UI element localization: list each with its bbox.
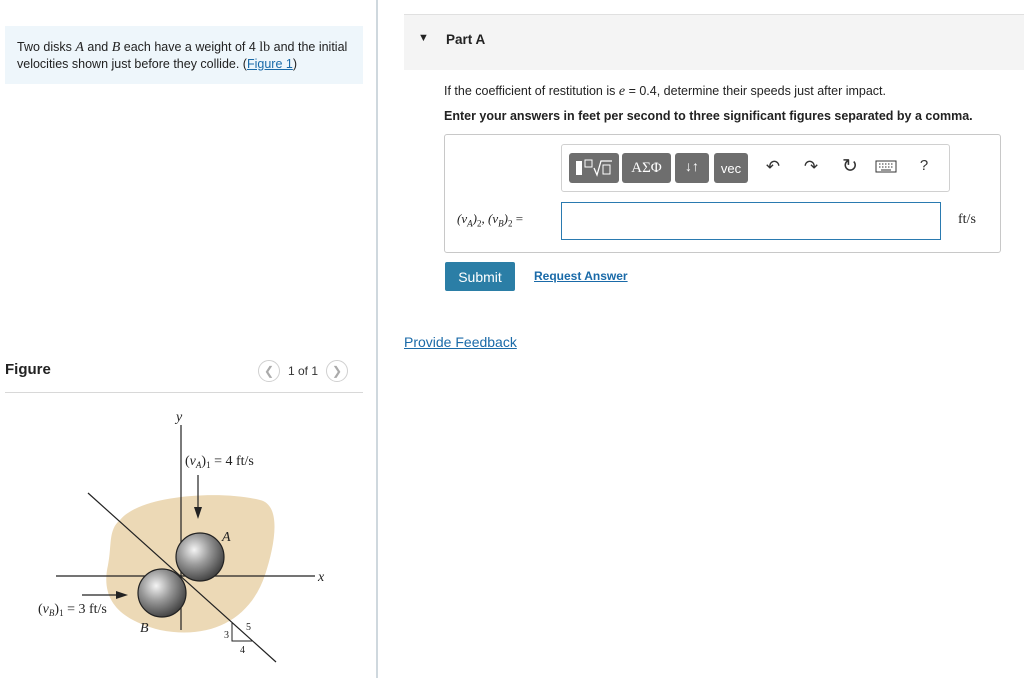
unit-label: ft/s xyxy=(958,212,976,227)
unit-lb: lb xyxy=(259,40,271,55)
question-text xyxy=(444,84,886,100)
vb-label: $(v_B)_1 = 3$ ft/s xyxy=(38,602,107,618)
figure-pager xyxy=(258,360,348,382)
chevron-left-icon[interactable]: ❮ xyxy=(258,360,280,382)
problem-statement xyxy=(5,26,363,84)
y-axis-label: y xyxy=(176,410,183,425)
pager-text: 1 of 1 xyxy=(288,364,319,378)
undo-icon[interactable]: ↶ xyxy=(765,157,781,176)
problem-text: each have a weight of 4 xyxy=(120,40,260,54)
templates-glyph xyxy=(574,158,614,178)
part-header[interactable] xyxy=(404,14,1024,70)
disk-a xyxy=(176,533,224,581)
reset-icon[interactable]: ↻ xyxy=(842,156,858,177)
problem-text: ) xyxy=(292,57,298,71)
disk-b-symbol: B xyxy=(111,40,121,55)
redo-icon[interactable]: ↷ xyxy=(803,157,819,176)
keyboard-icon[interactable] xyxy=(874,158,898,179)
keyboard-glyph xyxy=(875,158,897,174)
question-part: If the coefficient of restitution is xyxy=(444,84,619,98)
collision-figure xyxy=(20,405,350,670)
greek-letters-button[interactable]: ΑΣΦ xyxy=(622,153,671,183)
column-divider xyxy=(376,0,378,678)
slope-label-4: 4 xyxy=(240,645,245,656)
disk-a-symbol: A xyxy=(75,40,84,55)
problem-text: and xyxy=(83,40,112,54)
answer-input[interactable] xyxy=(561,202,941,240)
question-part: = 0.4, determine their speeds just after impact. xyxy=(625,84,886,98)
provide-feedback-link[interactable]: Provide Feedback xyxy=(404,334,517,350)
templates-icon[interactable] xyxy=(569,153,619,183)
submit-button[interactable]: Submit xyxy=(445,262,515,291)
math-toolbar xyxy=(561,144,950,192)
disk-b-label: B xyxy=(140,621,149,636)
help-button[interactable]: ? xyxy=(919,157,929,174)
slope-label-5: 5 xyxy=(246,622,251,633)
figure-header xyxy=(5,355,363,393)
x-axis-label: x xyxy=(318,570,325,585)
va-label: $(v_A)_1 = 4$ ft/s xyxy=(185,454,254,470)
vector-button[interactable]: vec xyxy=(714,153,748,183)
disk-b xyxy=(138,569,186,617)
figure-title: Figure xyxy=(5,361,51,378)
subscript-superscript-button[interactable]: ↓↑ xyxy=(675,153,709,183)
request-answer-link[interactable]: Request Answer xyxy=(534,269,628,283)
figure-link[interactable]: Figure 1 xyxy=(246,57,293,71)
left-column xyxy=(0,0,376,678)
chevron-right-icon[interactable]: ❯ xyxy=(326,360,348,382)
answer-box xyxy=(444,134,1001,253)
disk-a-label: A xyxy=(222,530,231,545)
instruction-text: Enter your answers in feet per second to three significant figures separated by a comma. xyxy=(444,109,973,123)
caret-down-icon[interactable]: ▼ xyxy=(418,32,429,44)
restitution-symbol: e xyxy=(618,84,626,99)
slope-label-3: 3 xyxy=(224,630,229,641)
problem-text: Two disks xyxy=(17,40,76,54)
problem-text: and the initial velocities shown just before they collide. ( xyxy=(17,40,348,71)
answer-label: $(v_A)_2$, $(v_B)_2$ = xyxy=(457,211,524,229)
part-title: Part A xyxy=(446,32,486,47)
